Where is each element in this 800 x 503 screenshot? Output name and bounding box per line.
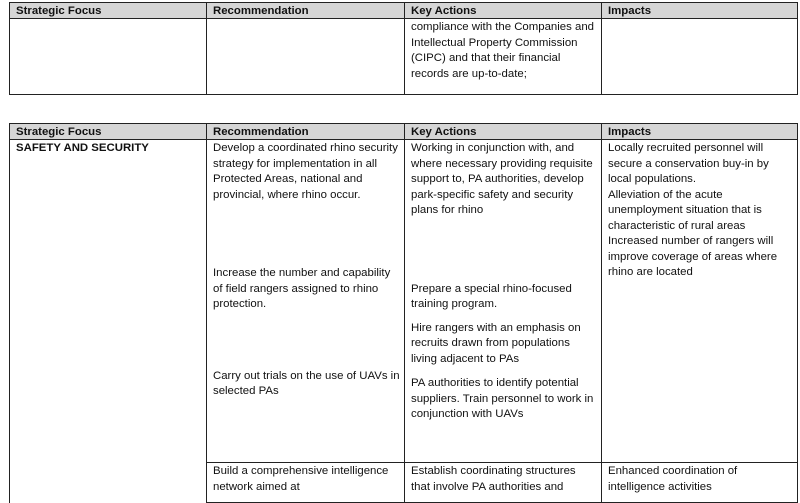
recommendation-text: Increase the number and capability of field rangers assigned to rhino protection. — [213, 267, 391, 310]
cell-strategic-focus — [10, 19, 207, 95]
cell-key-actions — [405, 140, 602, 463]
cell-focus-safety-security: SAFETY AND SECURITY — [10, 140, 207, 503]
header-key-actions: Key Actions — [405, 124, 602, 140]
header-recommendation: Recommendation — [207, 124, 405, 140]
header-key-actions: Key Actions — [405, 3, 602, 19]
header-impacts: Impacts — [602, 3, 798, 19]
cell-recommendation — [207, 140, 405, 463]
key-action-text: Hire rangers with an emphasis on recruits drawn from populations living adjacent to PAs — [411, 321, 581, 365]
key-action-text: Prepare a special rhino-focused training program. — [411, 282, 572, 310]
impact-text: Alleviation of the acute unemployment situation that is characteristic of rural areas — [608, 188, 762, 232]
cell-key-actions: compliance with the Companies and Intellectual Property Commission (CIPC) and that their financial records are up-to-date; — [405, 19, 602, 95]
cell-impacts — [602, 140, 798, 463]
header-strategic-focus: Strategic Focus — [10, 124, 207, 140]
key-action-text: Working in conjunction with, and where necessary providing requisite support to, PA authorities, develop park-specific safety and security plans for rhino — [411, 142, 593, 216]
header-impacts: Impacts — [602, 124, 798, 140]
cell-impacts — [602, 19, 798, 95]
header-recommendation: Recommendation — [207, 3, 405, 19]
cell-recommendation: Build a comprehensive intelligence network aimed at — [207, 463, 405, 503]
recommendation-text: Carry out trials on the use of UAVs in selected PAs — [213, 369, 400, 397]
table-row — [10, 140, 798, 463]
cell-recommendation — [207, 19, 405, 95]
table-header-row — [10, 3, 798, 19]
impact-text: Locally recruited personnel will secure a conservation buy-in by local populations. — [608, 142, 769, 185]
table-safety-security — [9, 123, 798, 503]
cell-impacts: Enhanced coordination of intelligence activities — [602, 463, 798, 503]
key-action-text: PA authorities to identify potential suppliers. Train personnel to work in conjunction with UAVs — [411, 377, 594, 420]
cell-key-actions: Establish coordinating structures that involve PA authorities and — [405, 463, 602, 503]
table-row — [10, 19, 798, 95]
impact-text: Increased number of rangers will improve coverage of areas where rhino are located — [608, 235, 778, 278]
table-continued — [9, 2, 798, 95]
header-strategic-focus: Strategic Focus — [10, 3, 207, 19]
recommendation-text: Develop a coordinated rhino security strategy for implementation in all Protected Areas, national and provincial, where rhino occur. — [213, 142, 398, 201]
table-header-row — [10, 124, 798, 140]
